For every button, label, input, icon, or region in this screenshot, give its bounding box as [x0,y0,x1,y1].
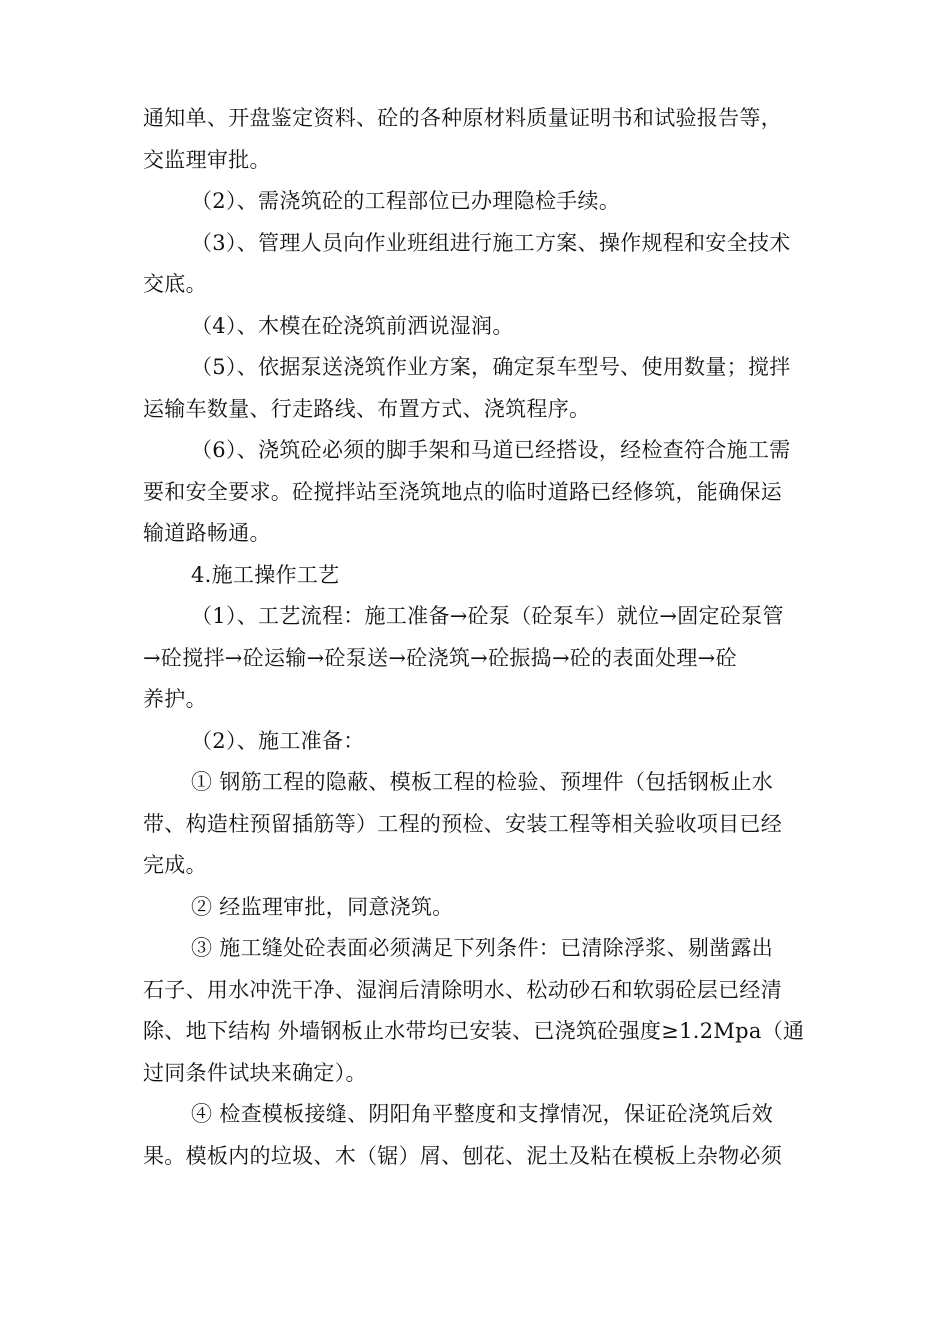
text-line: ③ 施工缝处砼表面必须满足下列条件：已清除浮浆、剔凿露出 [191,936,774,960]
text-line: 输道路畅通。 [143,521,271,545]
text-line: 除、地下结构 外墙钢板止水带均已安装、已浇筑砼强度≥1.2Mpa（通 [143,1019,805,1043]
text-line: →砼搅拌→砼运输→砼泵送→砼浇筑→砼振捣→砼的表面处理→砼 [143,645,737,670]
text-line: 果。模板内的垃圾、木（锯）屑、刨花、泥土及粘在模板上杂物必须 [143,1143,782,1168]
text-line: ② 经监理审批，同意浇筑。 [191,894,454,919]
text-line: 要和安全要求。砼搅拌站至浇筑地点的临时道路已经修筑，能确保运 [143,479,782,504]
text-line: ① 钢筋工程的隐蔽、模板工程的检验、预埋件（包括钢板止水 [191,770,774,794]
text-line: （6）、浇筑砼必须的脚手架和马道已经搭设，经检查符合施工需 [191,438,791,462]
text-line: （2）、施工准备： [191,728,365,753]
text-line: 过同条件试块来确定）。 [143,1060,367,1085]
text-line: （1）、工艺流程：施工准备→砼泵（砼泵车）就位→固定砼泵管 [191,604,784,628]
document-body [143,98,823,1177]
text-line: 4.施工操作工艺 [191,562,340,587]
text-line: 运输车数量、行走路线、布置方式、浇筑程序。 [143,396,591,421]
text-line: （4）、木模在砼浇筑前洒说湿润。 [191,313,514,338]
text-line: 交底。 [143,272,207,296]
text-line: （2）、需浇筑砼的工程部位已办理隐检手续。 [191,189,621,213]
text-line: 养护。 [143,687,207,711]
text-line: （5）、依据泵送浇筑作业方案，确定泵车型号、使用数量；搅拌 [191,355,791,379]
text-line: 完成。 [143,853,207,877]
text-line: （3）、管理人员向作业班组进行施工方案、操作规程和安全技术 [191,230,791,255]
text-line: 通知单、开盘鉴定资料、砼的各种原材料质量证明书和试验报告等， [143,106,782,130]
text-line: 带、构造柱预留插筋等）工程的预检、安装工程等相关验收项目已经 [143,811,782,836]
text-line: ④ 检查模板接缝、阴阳角平整度和支撑情况，保证砼浇筑后效 [191,1102,774,1126]
text-line: 交监理审批。 [143,147,271,172]
text-line: 石子、用水冲洗干净、湿润后清除明水、松动砂石和软弱砼层已经清 [143,977,782,1002]
